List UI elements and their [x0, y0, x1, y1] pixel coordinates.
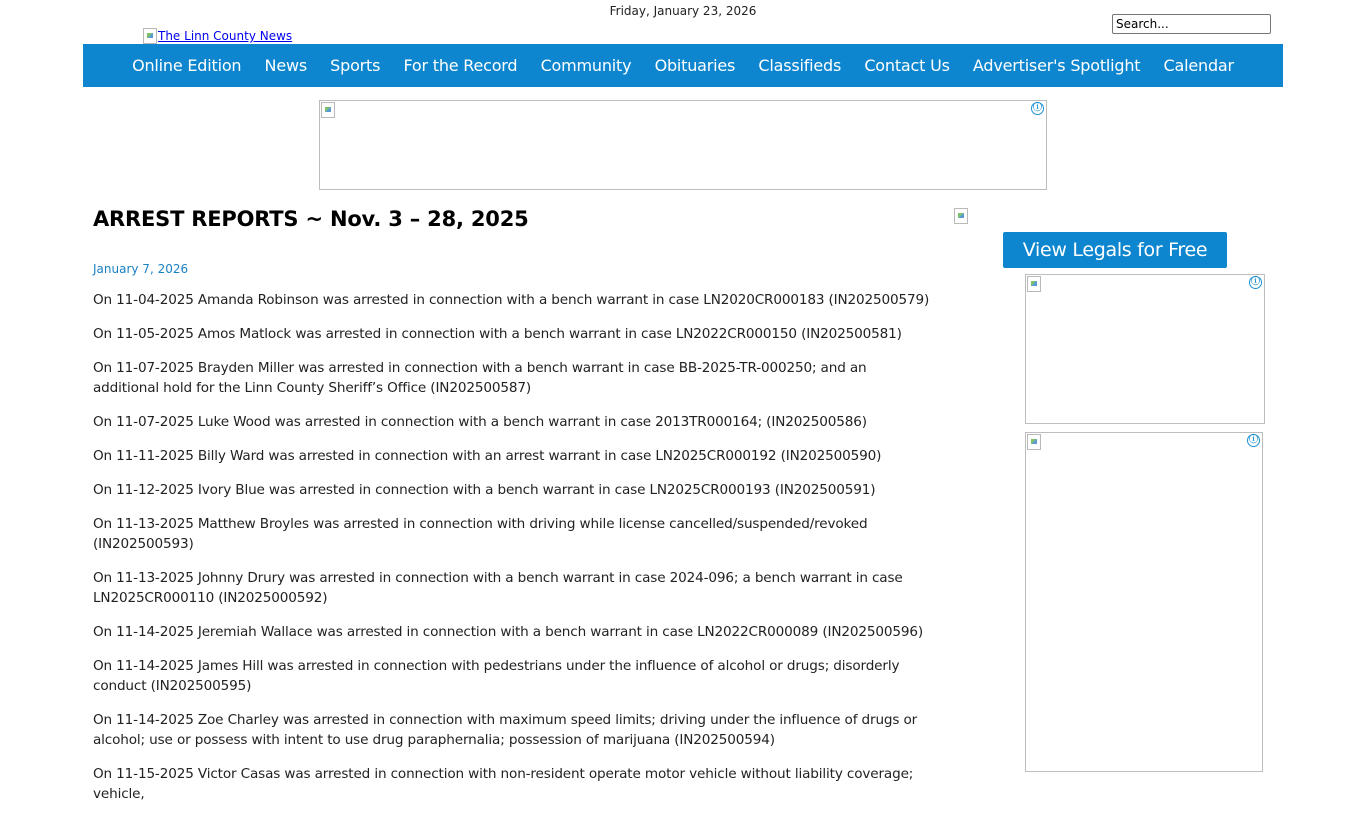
arrest-entry: On 11-15-2025 Victor Casas was arrested in connection with non-resident operate motor vehicle without liability coverage; vehicle,: [93, 766, 914, 802]
main-navigation: [83, 44, 1283, 87]
nav-sports[interactable]: Sports: [330, 56, 381, 75]
article-date: January 7, 2026: [93, 262, 189, 276]
logo-alt-text: The Linn County News: [158, 29, 293, 43]
arrest-entry: On 11-05-2025 Amos Matlock was arrested in connection with a bench warrant in case LN2022CR000150 (IN202500581): [93, 326, 902, 342]
article-title: ARREST REPORTS ~ Nov. 3 – 28, 2025: [93, 207, 529, 231]
search-input[interactable]: [1112, 14, 1271, 34]
arrest-entry: On 11-12-2025 Ivory Blue was arrested in connection with a bench warrant in case LN2025CR000193 (IN202500591): [93, 482, 876, 498]
nav-calendar[interactable]: Calendar: [1163, 56, 1234, 75]
ad-info-icon[interactable]: ⓘ: [1250, 277, 1260, 287]
arrest-entry: On 11-07-2025 Luke Wood was arrested in connection with a bench warrant in case 2013TR000164; (IN202500586): [93, 414, 867, 430]
top-banner-ad[interactable]: [319, 100, 1047, 190]
ad-image-icon: [321, 102, 335, 118]
nav-for-the-record[interactable]: For the Record: [403, 56, 518, 75]
view-legals-button[interactable]: View Legals for Free: [1003, 232, 1227, 268]
arrest-entry: On 11-13-2025 Matthew Broyles was arrested in connection with driving while license cancelled/suspended/revoked (IN202500593): [93, 516, 868, 552]
sidebar-ad-2[interactable]: [1025, 432, 1263, 772]
arrest-entry: On 11-13-2025 Johnny Drury was arrested in connection with a bench warrant in case 2024-096; a bench warrant in case LN2025CR000110 (IN2025000592): [93, 570, 903, 606]
site-logo-link[interactable]: [143, 28, 292, 44]
sidebar-image-icon: [954, 208, 968, 224]
ad-info-icon[interactable]: ⓘ: [1032, 103, 1042, 113]
nav-news[interactable]: News: [264, 56, 307, 75]
nav-classifieds[interactable]: Classifieds: [758, 56, 842, 75]
nav-online-edition[interactable]: Online Edition: [132, 56, 242, 75]
arrest-entry: On 11-07-2025 Brayden Miller was arrested in connection with a bench warrant in case BB-2025-TR-000250; and an additional hold for the Linn County Sheriff’s Office (IN202500587): [93, 360, 867, 396]
arrest-entry: On 11-11-2025 Billy Ward was arrested in connection with an arrest warrant in case LN2025CR000192 (IN202500590): [93, 448, 882, 464]
nav-advertisers-spotlight[interactable]: Advertiser's Spotlight: [972, 56, 1141, 75]
ad-info-icon[interactable]: ⓘ: [1248, 435, 1258, 445]
current-date: Friday, January 23, 2026: [609, 4, 757, 18]
arrest-entry: On 11-04-2025 Amanda Robinson was arrested in connection with a bench warrant in case LN2020CR000183 (IN202500579): [93, 292, 930, 308]
nav-contact-us[interactable]: Contact Us: [864, 56, 950, 75]
arrest-entry: On 11-14-2025 Zoe Charley was arrested in connection with maximum speed limits; driving under the influence of drugs or alcohol; use or possess with intent to use drug paraphernalia; possession of marijuana (IN202500594): [93, 712, 918, 748]
arrest-entry: On 11-14-2025 Jeremiah Wallace was arrested in connection with a bench warrant in case LN2022CR000089 (IN202500596): [93, 624, 924, 640]
nav-obituaries[interactable]: Obituaries: [654, 56, 736, 75]
ad-image-icon: [1027, 276, 1041, 292]
arrest-report-list: [93, 290, 933, 818]
nav-community[interactable]: Community: [540, 56, 632, 75]
sidebar-ad-1[interactable]: [1025, 274, 1265, 424]
ad-image-icon: [1027, 434, 1041, 450]
arrest-entry: On 11-14-2025 James Hill was arrested in connection with pedestrians under the influence of alcohol or drugs; disorderly conduct (IN202500595): [93, 658, 900, 694]
logo-image-icon: [143, 28, 157, 44]
